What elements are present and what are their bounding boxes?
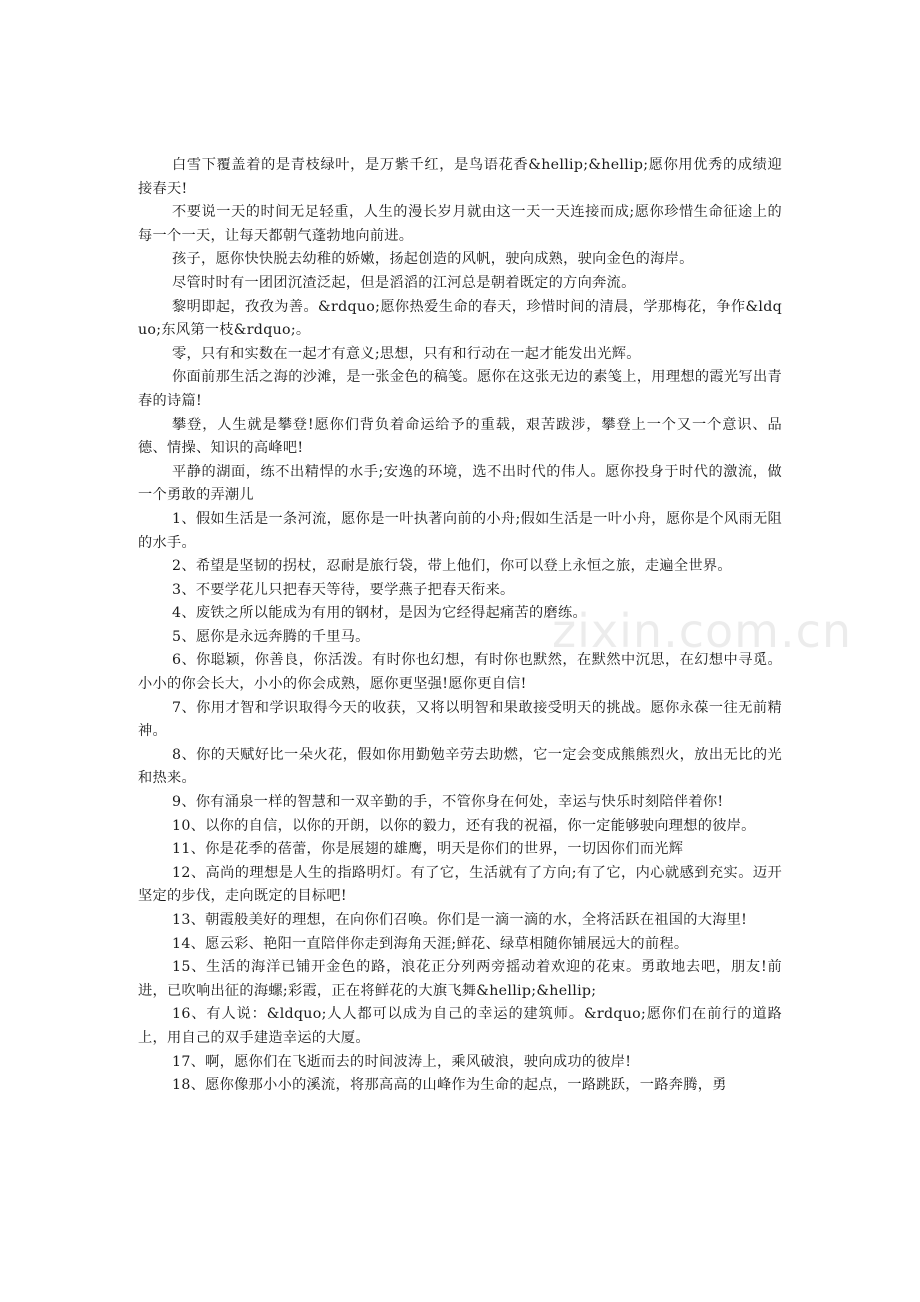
- paragraph: 4、废铁之所以能成为有用的钢材，是因为它经得起痛苦的磨练。: [172, 605, 587, 622]
- paragraph: 13、朝霞般美好的理想，在向你们召唤。你们是一滴一滴的水，全将活跃在祖国的大海里!: [172, 912, 748, 928]
- paragraph: 5、愿你是永远奔腾的千里马。: [172, 628, 370, 645]
- paragraph: 3、不要学花儿只把春天等待，要学燕子把春天衔来。: [172, 581, 515, 598]
- document-body: [138, 154, 782, 1098]
- paragraph: 攀登，人生就是攀登!愿你们背负着命运给予的重载，艰苦跋涉，攀登上一个又一个意识、品德、情操、知识的高峰吧!: [138, 416, 782, 457]
- paragraph: 15、生活的海洋已铺开金色的路，浪花正分列两旁摇动着欢迎的花束。勇敢地去吧，朋友!前进，已吹响出征的海螺;彩霞，正在将鲜花的大旗飞舞&hellip;&hellip;: [138, 959, 782, 999]
- paragraph: 不要说一天的时间无足轻重，人生的漫长岁月就由这一天一天连接而成;愿你珍惜生命征途上的每一个一天，让每天都朝气蓬勃地向前进。: [138, 204, 782, 244]
- paragraph: 零，只有和实数在一起才有意义;思想，只有和行动在一起才能发出光辉。: [172, 345, 641, 362]
- paragraph: 17、啊，愿你们在飞逝而去的时间波涛上，乘风破浪，驶向成功的彼岸!: [172, 1053, 632, 1070]
- paragraph: 尽管时时有一团团沉渣泛起，但是滔滔的江河总是朝着既定的方向奔流。: [172, 274, 636, 291]
- paragraph: 白雪下覆盖着的是青枝绿叶，是万紫千红，是鸟语花香&hellip;&hellip;愿你用优秀的成绩迎接春天!: [138, 157, 782, 197]
- paragraph: 7、你用才智和学识取得今天的收获，又将以明智和果敢接受明天的挑战。愿你永葆一往无前精神。: [138, 699, 782, 740]
- paragraph: 11、你是花季的蓓蕾，你是展翅的雄鹰，明天是你们的世界，一切因你们而光辉: [172, 841, 684, 858]
- paragraph: 14、愿云彩、艳阳一直陪伴你走到海角天涯;鲜花、绿草相随你铺展远大的前程。: [172, 935, 689, 952]
- paragraph: 8、你的天赋好比一朵火花，假如你用勤勉辛劳去助燃，它一定会变成熊熊烈火，放出无比的光和热来。: [138, 746, 782, 787]
- paragraph: 2、希望是坚韧的拐杖，忍耐是旅行袋，带上他们，你可以登上永恒之旅，走遍全世界。: [172, 558, 732, 575]
- paragraph: 12、高尚的理想是人生的指路明灯。有了它，生活就有了方向;有了它，内心就感到充实。迈开坚定的步伐，走向既定的目标吧!: [138, 864, 782, 905]
- paragraph: 18、愿你像那小小的溪流，将那高高的山峰作为生命的起点，一路跳跃，一路奔腾，勇: [172, 1077, 727, 1094]
- paragraph: 平静的湖面，练不出精悍的水手;安逸的环境，选不出时代的伟人。愿你投身于时代的激流，做一个勇敢的弄潮儿: [138, 463, 782, 504]
- watermark: zixin.com.cn: [552, 604, 853, 658]
- paragraph: 1、假如生活是一条河流，愿你是一叶执著向前的小舟;假如生活是一叶小舟，愿你是个风雨无阻的水手。: [138, 510, 782, 551]
- paragraph: 你面前那生活之海的沙滩，是一张金色的稿笺。愿你在这张无边的素笺上，用理想的霞光写出青春的诗篇!: [138, 369, 782, 409]
- paragraph: 16、有人说：&ldquo;人人都可以成为自己的幸运的建筑师。&rdquo;愿你们在前行的道路上，用自己的双手建造幸运的大厦。: [138, 1006, 782, 1046]
- paragraph: 10、以你的自信，以你的开朗，以你的毅力，还有我的祝福，你一定能够驶向理想的彼岸。: [172, 817, 756, 834]
- paragraph: 孩子，愿你快快脱去幼稚的娇嫩，扬起创造的风帆，驶向成熟，驶向金色的海岸。: [172, 251, 694, 268]
- paragraph: 9、你有涌泉一样的智慧和一双辛勤的手，不管你身在何处，幸运与快乐时刻陪伴着你!: [172, 794, 724, 811]
- paragraph: 6、你聪颖，你善良，你活泼。有时你也幻想，有时你也默然，在默然中沉思，在幻想中寻觅。小小的你会长大，小小的你会成熟，愿你更坚强!愿你更自信!: [138, 652, 782, 693]
- paragraph: 黎明即起，孜孜为善。&rdquo;愿你热爱生命的春天，珍惜时间的清晨，学那梅花，争作&ldquo;东风第一枝&rdquo;。: [138, 298, 782, 339]
